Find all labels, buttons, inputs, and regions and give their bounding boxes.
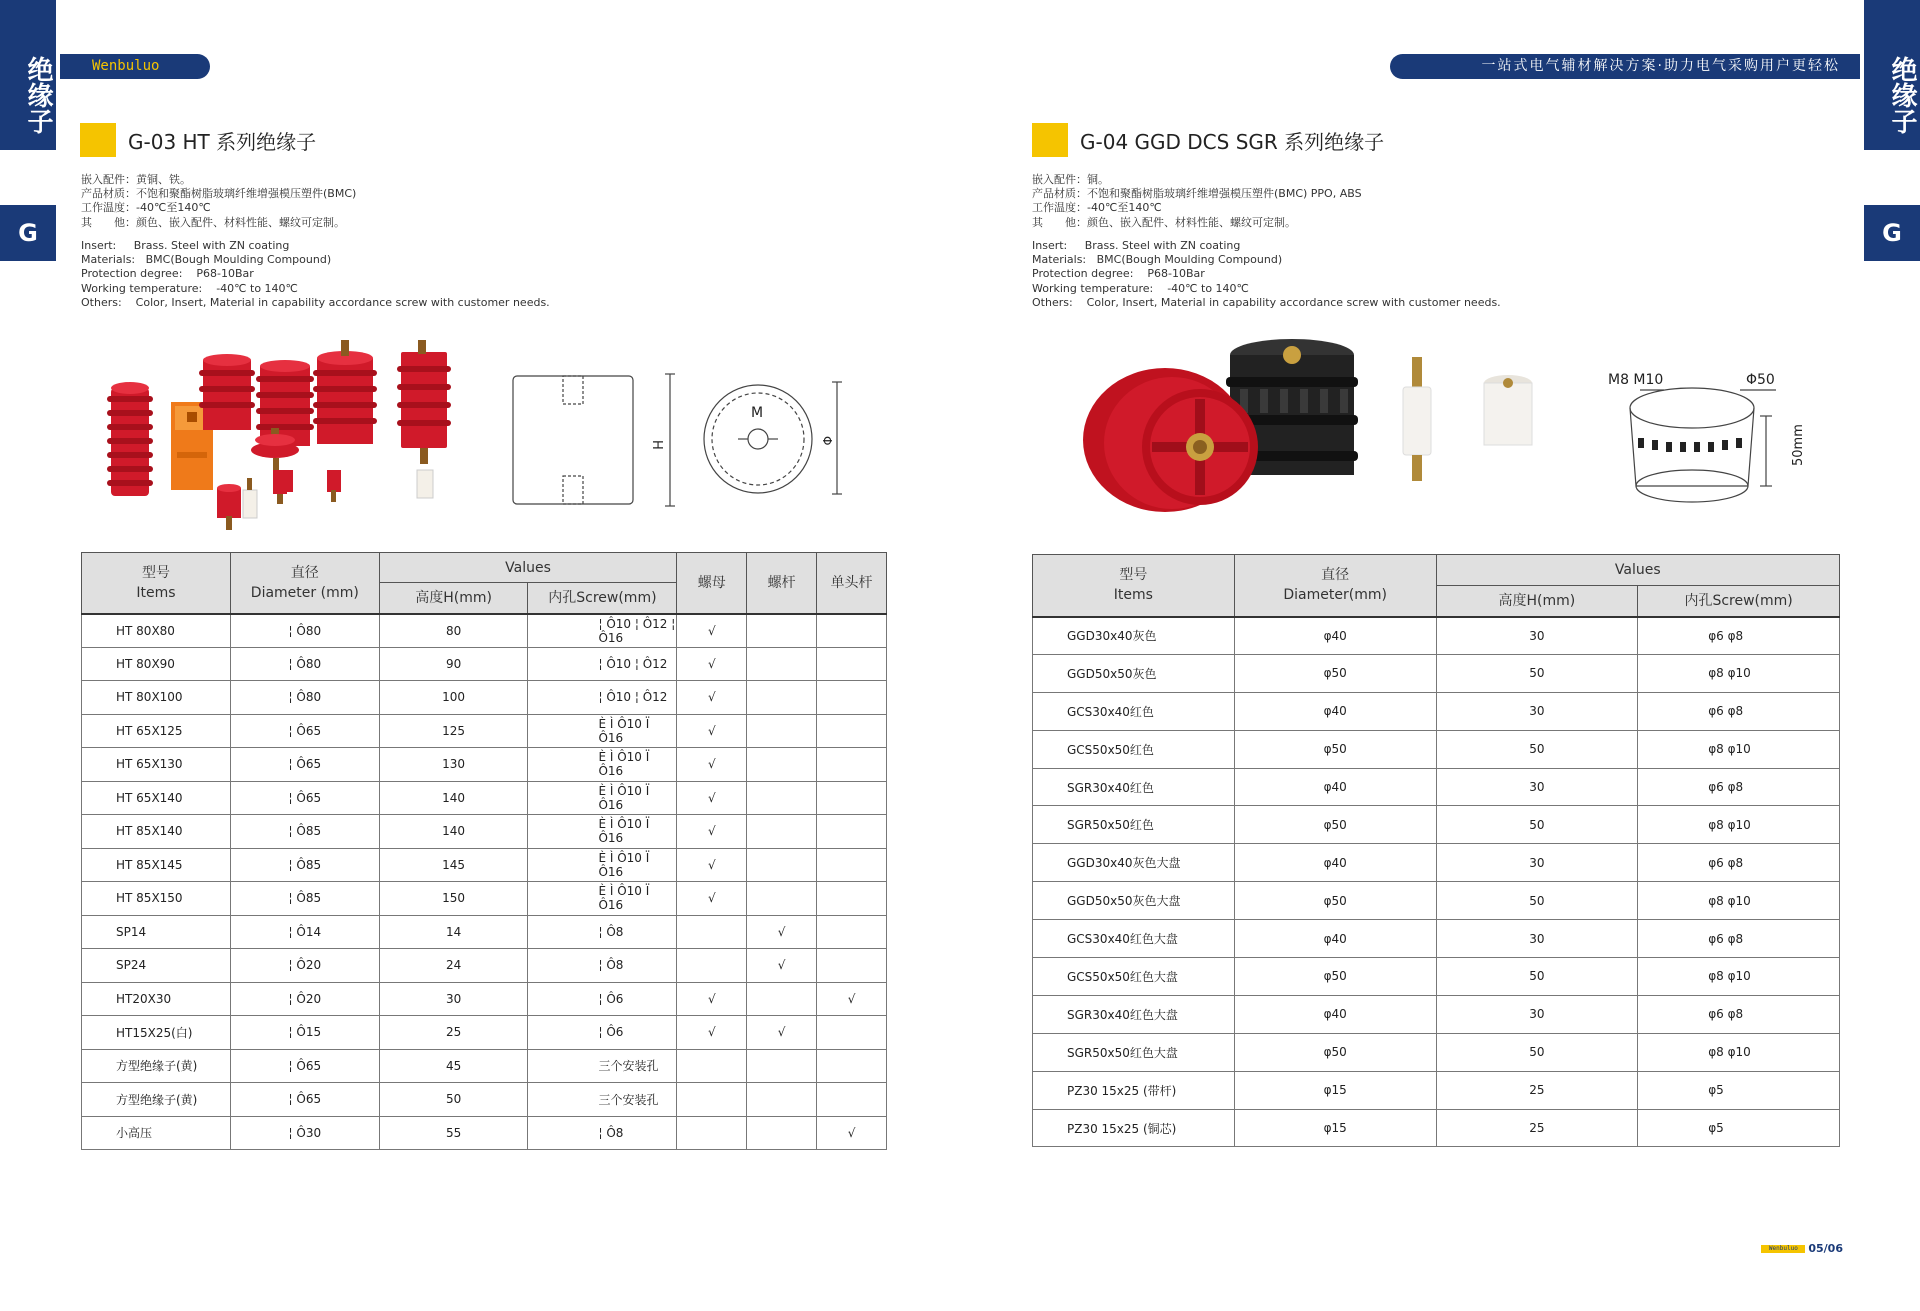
table-cell: È Ì Ô10 Ï Ô16	[528, 882, 677, 916]
table-cell: ¦ Ô85	[230, 882, 379, 916]
table-cell: 140	[379, 781, 528, 815]
section-letter-left: G	[0, 205, 56, 261]
table-cell: √	[677, 882, 747, 916]
header-nut: 螺母	[677, 553, 747, 614]
table-cell: ¦ Ô65	[230, 748, 379, 782]
header-values: Values	[1436, 555, 1839, 586]
table-cell: PZ30 15x25 (铜芯)	[1033, 1109, 1235, 1147]
table-row	[82, 647, 887, 681]
table-cell	[817, 714, 887, 748]
drawing-height-label: 50mm	[1791, 424, 1806, 466]
table-cell: √	[677, 681, 747, 715]
table-cell: 150	[379, 882, 528, 916]
table-cell: SGR50x50红色	[1033, 806, 1235, 844]
table-cell: ¦ Ô20	[230, 982, 379, 1016]
table-row	[1033, 730, 1840, 768]
header-screw: 内孔Screw(mm)	[528, 583, 677, 614]
table-cell	[747, 681, 817, 715]
yellow-square-icon	[80, 123, 116, 157]
table-row	[82, 748, 887, 782]
right-spec-en: Insert: Brass. Steel with ZN coating Materials: BMC(Bough Moulding Compound) Protection degree: P68-10Bar Working temperature: -40℃ to 140℃ Others: Color, Insert, Material in capability accordance screw with customer needs.	[1032, 239, 1501, 309]
header-diameter-en: Diameter(mm)	[1283, 587, 1387, 604]
table-cell: ¦ Ô14	[230, 915, 379, 949]
table-cell: √	[747, 1016, 817, 1050]
table-cell	[747, 614, 817, 648]
table-cell	[677, 1083, 747, 1117]
table-cell: φ40	[1234, 995, 1436, 1033]
table-row	[82, 949, 887, 983]
table-cell	[817, 647, 887, 681]
slogan-text: 一站式电气辅材解决方案·助力电气采购用户更轻松	[1481, 58, 1840, 74]
table-cell	[817, 848, 887, 882]
table-cell: φ6 φ8	[1638, 768, 1840, 806]
table-cell	[677, 915, 747, 949]
table-row	[1033, 617, 1840, 655]
table-cell: √	[677, 714, 747, 748]
table-cell: 30	[379, 982, 528, 1016]
table-cell	[747, 748, 817, 782]
table-cell	[817, 1016, 887, 1050]
table-cell: φ50	[1234, 882, 1436, 920]
table-cell: φ6 φ8	[1638, 692, 1840, 730]
table-cell: PZ30 15x25 (带杆)	[1033, 1071, 1235, 1109]
table-cell: φ6 φ8	[1638, 844, 1840, 882]
table-cell: ¦ Ô6	[528, 1016, 677, 1050]
table-cell	[817, 781, 887, 815]
table-cell: HT 80X80	[82, 614, 231, 648]
right-spec-table	[1032, 554, 1840, 1147]
table-cell: φ40	[1234, 692, 1436, 730]
right-section-header	[1032, 123, 1384, 157]
header-diameter	[230, 553, 379, 614]
table-cell: 80	[379, 614, 528, 648]
table-cell	[747, 1049, 817, 1083]
table-row	[1033, 844, 1840, 882]
table-cell: GGD50x50灰色大盘	[1033, 882, 1235, 920]
table-cell: φ50	[1234, 654, 1436, 692]
table-cell: GGD50x50灰色	[1033, 654, 1235, 692]
table-cell: 130	[379, 748, 528, 782]
table-row	[82, 982, 887, 1016]
left-spec-en: Insert: Brass. Steel with ZN coating Materials: BMC(Bough Moulding Compound) Protection degree: P68-10Bar Working temperature: -40℃ to 140℃ Others: Color, Insert, Material in capability accordance screw with customer needs.	[81, 239, 550, 309]
table-cell: GCS50x50红色	[1033, 730, 1235, 768]
red-insulator-medium-icon	[199, 354, 255, 430]
table-cell	[817, 815, 887, 849]
table-cell: φ50	[1234, 730, 1436, 768]
drawing-phi-label: Φ	[820, 436, 834, 446]
table-cell: √	[677, 815, 747, 849]
table-cell: HT15X25(白)	[82, 1016, 231, 1050]
table-cell: 25	[1436, 1071, 1638, 1109]
table-cell	[747, 982, 817, 1016]
table-cell: SGR30x40红色	[1033, 768, 1235, 806]
table-cell: 50	[1436, 654, 1638, 692]
table-row	[1033, 1071, 1840, 1109]
table-cell: ¦ Ô30	[230, 1116, 379, 1150]
table-cell: GGD30x40灰色	[1033, 617, 1235, 655]
table-cell: 50	[1436, 882, 1638, 920]
table-row	[82, 1116, 887, 1150]
white-stud-insulator-icon	[1403, 357, 1431, 481]
header-single: 单头杆	[817, 553, 887, 614]
table-row	[1033, 1109, 1840, 1147]
table-cell: GCS30x40红色	[1033, 692, 1235, 730]
table-cell	[747, 848, 817, 882]
table-cell: φ8 φ10	[1638, 958, 1840, 996]
left-technical-drawing	[505, 372, 845, 512]
table-row	[82, 815, 887, 849]
table-row	[82, 1083, 887, 1117]
table-cell: φ40	[1234, 920, 1436, 958]
table-cell	[817, 949, 887, 983]
table-cell: √	[677, 647, 747, 681]
table-cell: 方型绝缘子(黄)	[82, 1049, 231, 1083]
table-cell	[817, 1049, 887, 1083]
brand-pill	[60, 54, 210, 79]
header-diameter-en: Diameter (mm)	[250, 584, 359, 601]
left-section-title: G-03 HT 系列绝缘子	[128, 129, 317, 154]
table-cell: φ50	[1234, 1033, 1436, 1071]
table-cell: 30	[1436, 995, 1638, 1033]
table-cell: ¦ Ô65	[230, 714, 379, 748]
table-cell: φ40	[1234, 768, 1436, 806]
header-stud: 螺杆	[747, 553, 817, 614]
table-cell: 55	[379, 1116, 528, 1150]
drawing-m-label: M	[751, 405, 764, 421]
table-cell	[747, 1116, 817, 1150]
table-cell: GCS50x50红色大盘	[1033, 958, 1235, 996]
table-cell: 小高压	[82, 1116, 231, 1150]
table-cell: φ8 φ10	[1638, 730, 1840, 768]
table-cell: GGD30x40灰色大盘	[1033, 844, 1235, 882]
table-cell: φ6 φ8	[1638, 920, 1840, 958]
table-cell: SP24	[82, 949, 231, 983]
table-row	[82, 714, 887, 748]
drawing-h-label: H	[649, 440, 664, 450]
table-row	[82, 781, 887, 815]
table-cell: √	[817, 982, 887, 1016]
table-cell	[817, 748, 887, 782]
table-row	[1033, 995, 1840, 1033]
table-cell: 90	[379, 647, 528, 681]
table-cell	[817, 915, 887, 949]
table-cell	[747, 781, 817, 815]
table-cell: ¦ Ô15	[230, 1016, 379, 1050]
table-cell: φ15	[1234, 1071, 1436, 1109]
header-model-cn: 型号	[141, 564, 170, 581]
table-cell: 140	[379, 815, 528, 849]
right-spec-cn: 嵌入配件：铜。 产品材质：不饱和聚酯树脂玻璃纤维增强模压塑件(BMC) PPO, ABS 工作温度：-40℃至140℃ 其 他：颜色、嵌入配件、材料性能、螺纹可定制。	[1032, 173, 1362, 229]
table-cell: 25	[1436, 1109, 1638, 1147]
table-cell: HT 80X90	[82, 647, 231, 681]
table-row	[82, 1049, 887, 1083]
table-row	[82, 681, 887, 715]
table-cell: √	[677, 848, 747, 882]
table-cell: √	[677, 748, 747, 782]
table-cell	[677, 1049, 747, 1083]
table-cell: φ5	[1638, 1071, 1840, 1109]
table-cell: 三个安装孔	[528, 1083, 677, 1117]
header-diameter-cn: 直径	[290, 564, 319, 581]
right-product-photo	[1060, 335, 1600, 535]
table-cell: 50	[1436, 806, 1638, 844]
table-cell: ¦ Ô20	[230, 949, 379, 983]
left-product-photo	[105, 340, 455, 535]
page-footer	[1761, 1242, 1843, 1255]
table-cell	[817, 614, 887, 648]
table-cell: HT 65X125	[82, 714, 231, 748]
table-cell: φ6 φ8	[1638, 995, 1840, 1033]
table-cell	[817, 882, 887, 916]
header-screw: 内孔Screw(mm)	[1638, 586, 1840, 617]
table-cell: ¦ Ô10 ¦ Ô12	[528, 681, 677, 715]
table-cell: φ40	[1234, 617, 1436, 655]
table-cell: 25	[379, 1016, 528, 1050]
table-cell: √	[817, 1116, 887, 1150]
table-cell: HT20X30	[82, 982, 231, 1016]
header-model	[1033, 555, 1235, 617]
table-cell	[747, 647, 817, 681]
table-cell: ¦ Ô65	[230, 1083, 379, 1117]
header-height: 高度H(mm)	[379, 583, 528, 614]
table-cell: ¦ Ô8	[528, 949, 677, 983]
table-cell: ¦ Ô8	[528, 1116, 677, 1150]
table-cell: SGR30x40红色大盘	[1033, 995, 1235, 1033]
table-cell: φ6 φ8	[1638, 617, 1840, 655]
table-cell: φ8 φ10	[1638, 1033, 1840, 1071]
table-cell: φ8 φ10	[1638, 806, 1840, 844]
header-model-en: Items	[136, 584, 176, 601]
table-cell: 30	[1436, 920, 1638, 958]
table-cell: √	[677, 614, 747, 648]
header-values: Values	[379, 553, 677, 583]
header-diameter-cn: 直径	[1321, 567, 1350, 584]
table-cell: √	[677, 1016, 747, 1050]
table-cell: φ50	[1234, 958, 1436, 996]
table-cell: È Ì Ô10 Ï Ô16	[528, 748, 677, 782]
left-section-header	[80, 123, 316, 157]
left-spec-table	[81, 552, 887, 1150]
table-cell: φ15	[1234, 1109, 1436, 1147]
table-cell: 30	[1436, 768, 1638, 806]
table-cell: 三个安装孔	[528, 1049, 677, 1083]
table-cell: ¦ Ô85	[230, 815, 379, 849]
table-row	[1033, 806, 1840, 844]
table-row	[1033, 692, 1840, 730]
header-height: 高度H(mm)	[1436, 586, 1638, 617]
table-cell: 100	[379, 681, 528, 715]
table-cell: 30	[1436, 617, 1638, 655]
table-row	[82, 882, 887, 916]
table-cell: SP14	[82, 915, 231, 949]
table-row	[1033, 654, 1840, 692]
table-cell: √	[747, 949, 817, 983]
header-model	[82, 553, 231, 614]
table-row	[82, 915, 887, 949]
page-number: 05/06	[1808, 1242, 1843, 1255]
table-cell	[747, 882, 817, 916]
header-diameter	[1234, 555, 1436, 617]
white-cylinder-insulator-icon	[1484, 375, 1532, 445]
table-cell: 30	[1436, 692, 1638, 730]
table-cell: ¦ Ô8	[528, 915, 677, 949]
left-spec-cn: 嵌入配件：黄铜、铁。 产品材质：不饱和聚酯树脂玻璃纤维增强模压塑件(BMC) 工作温度：-40℃至140℃ 其 他：颜色、嵌入配件、材料性能、螺纹可定制。	[81, 173, 357, 229]
table-cell: È Ì Ô10 Ï Ô16	[528, 714, 677, 748]
table-cell: √	[747, 915, 817, 949]
table-cell: ¦ Ô80	[230, 681, 379, 715]
slogan-pill	[1390, 54, 1860, 79]
table-cell: ¦ Ô65	[230, 781, 379, 815]
table-cell: φ8 φ10	[1638, 654, 1840, 692]
table-row	[82, 848, 887, 882]
table-cell	[747, 714, 817, 748]
table-cell: ¦ Ô85	[230, 848, 379, 882]
table-cell: 125	[379, 714, 528, 748]
table-cell: 方型绝缘子(黄)	[82, 1083, 231, 1117]
table-cell: 50	[1436, 730, 1638, 768]
table-cell: È Ì Ô10 Ï Ô16	[528, 848, 677, 882]
table-cell: ¦ Ô6	[528, 982, 677, 1016]
table-cell	[677, 949, 747, 983]
table-cell: ¦ Ô10 ¦ Ô12 ¦ Ô16	[528, 614, 677, 648]
side-tab-right: 绝缘子	[1864, 0, 1920, 150]
header-model-en: Items	[1113, 587, 1153, 604]
side-tab-left: 绝缘子	[0, 0, 56, 150]
table-cell: SGR50x50红色大盘	[1033, 1033, 1235, 1071]
right-technical-drawing	[1600, 366, 1806, 521]
table-cell: ¦ Ô80	[230, 647, 379, 681]
table-cell: HT 85X150	[82, 882, 231, 916]
table-cell: φ50	[1234, 806, 1436, 844]
table-cell: √	[677, 982, 747, 1016]
table-cell: HT 85X140	[82, 815, 231, 849]
drawing-screw-label: M8 M10	[1608, 372, 1664, 388]
table-cell: 50	[1436, 958, 1638, 996]
table-cell	[817, 1083, 887, 1117]
red-insulator-tall-icon	[107, 382, 153, 496]
table-cell: 50	[1436, 1033, 1638, 1071]
table-cell	[817, 681, 887, 715]
table-cell: 24	[379, 949, 528, 983]
table-cell: ¦ Ô65	[230, 1049, 379, 1083]
table-cell: 50	[379, 1083, 528, 1117]
footer-logo: Wenbuluo	[1761, 1245, 1805, 1253]
table-cell: ¦ Ô80	[230, 614, 379, 648]
table-cell: √	[677, 781, 747, 815]
table-cell: È Ì Ô10 Ï Ô16	[528, 815, 677, 849]
table-cell: HT 65X130	[82, 748, 231, 782]
table-row	[1033, 958, 1840, 996]
table-row	[82, 614, 887, 648]
table-cell: ¦ Ô10 ¦ Ô12	[528, 647, 677, 681]
header-model-cn: 型号	[1119, 567, 1148, 584]
yellow-square-icon	[1032, 123, 1068, 157]
table-cell: HT 80X100	[82, 681, 231, 715]
table-cell: È Ì Ô10 Ï Ô16	[528, 781, 677, 815]
table-row	[1033, 920, 1840, 958]
table-cell	[677, 1116, 747, 1150]
table-cell: HT 65X140	[82, 781, 231, 815]
table-cell: φ8 φ10	[1638, 882, 1840, 920]
section-letter-right: G	[1864, 205, 1920, 261]
table-cell: 145	[379, 848, 528, 882]
table-cell	[747, 815, 817, 849]
right-section-title: G-04 GGD DCS SGR 系列绝缘子	[1080, 129, 1385, 154]
table-row	[1033, 882, 1840, 920]
table-row	[1033, 768, 1840, 806]
table-cell: HT 85X145	[82, 848, 231, 882]
table-cell	[747, 1083, 817, 1117]
drawing-phi-label: Φ50	[1746, 372, 1775, 388]
table-cell: 45	[379, 1049, 528, 1083]
table-row	[82, 1016, 887, 1050]
table-cell: φ40	[1234, 844, 1436, 882]
table-cell: GCS30x40红色大盘	[1033, 920, 1235, 958]
table-cell: 30	[1436, 844, 1638, 882]
table-row	[1033, 1033, 1840, 1071]
table-cell: φ5	[1638, 1109, 1840, 1147]
table-cell: 14	[379, 915, 528, 949]
brand-name: Wenbuluo	[92, 58, 160, 74]
